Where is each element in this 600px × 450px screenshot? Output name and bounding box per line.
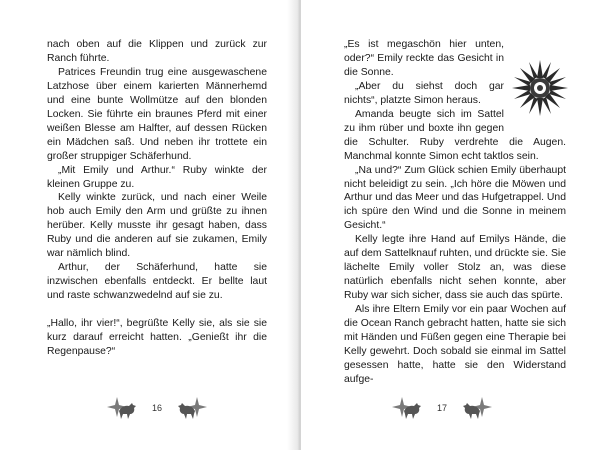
right-page-text <box>344 38 566 387</box>
right-page <box>301 0 600 450</box>
horse-star-ornament-icon <box>107 395 141 421</box>
paragraph: Kelly legte ihre Hand auf Emilys Hände, die auf dem Sattelknauf ruhten, und drückte sie. Sie lächelte Emily voller Stolz an, was diese natürlich ebenfalls nicht sehen konnte, aber Ruby war sich sicher, dass sie auch das spürte. <box>344 234 566 302</box>
page-number: 17 <box>436 403 447 413</box>
paragraph: „Mit Emily und Arthur.“ Ruby winkte der kleinen Gruppe zu. <box>47 164 267 190</box>
right-folio <box>382 392 502 424</box>
horse-star-ornament-icon <box>173 395 207 421</box>
sun-ornament-icon <box>510 52 570 124</box>
horse-star-ornament-icon <box>458 395 492 421</box>
paragraph: Kelly winkte zurück, und nach einer Weile hob auch Emily den Arm und grüßte zu ihnen herüber. Kelly musste ihr gesagt haben, dass Ruby und die anderen auf sie zukamen, Emily war nämlich blind. <box>47 192 267 260</box>
paragraph: „Na und?“ Zum Glück schien Emily überhaupt nicht beleidigt zu sein. „Ich höre die Möwen und Arthur und das Meer und das Hufgetrappel. Und ich spüre den Wind und die Sonne in meinem Gesicht.“ <box>344 164 566 232</box>
paragraph: Arthur, der Schäferhund, hatte sie inzwischen ebenfalls entdeckt. Er bellte laut und raste schwanzwedelnd auf sie zu. <box>47 262 267 302</box>
horse-star-ornament-icon <box>392 395 426 421</box>
paragraph: „Aber du siehst doch gar nichts“, platzte Simon heraus. <box>344 80 504 106</box>
paragraph: Amanda beugte sich im Sattel zu ihm rüber und boxte ihn gegen die Schulter. Ruby verdrehte die Augen. Manchmal konnte Simon echt taktlos sein. <box>344 108 566 162</box>
paragraph: nach oben auf die Klippen und zurück zur Ranch führte. <box>47 39 267 64</box>
left-page-text <box>47 38 267 359</box>
page-number: 16 <box>151 403 162 413</box>
paragraph: „Es ist megaschön hier unten, oder?“ Emily reckte das Gesicht in die Sonne. <box>344 39 504 78</box>
left-page <box>0 0 299 450</box>
paragraph: Als ihre Eltern Emily vor ein paar Wochen auf die Ocean Ranch gebracht hatten, hatte sie sich mit Händen und Füßen gegen eine Therapie bei Kelly gewehrt. Doch sobald sie einmal im Sattel gesessen hatte, hatte sie den Widerstand aufge- <box>344 304 566 385</box>
left-folio <box>97 392 217 424</box>
paragraph: „Hallo, ihr vier!“, begrüßte Kelly sie, als sie sie kurz darauf erreicht hatten. „Genießt ihr die Regenpause?“ <box>47 318 267 357</box>
paragraph: Patrices Freundin trug eine ausgewaschene Latzhose über einem karierten Männerhemd und eine bunte Wollmütze auf den blonden Locken. Sie führte ein braunes Pferd mit einer weißen Blesse am Halfter, auf dessen Rücken ein Mädchen saß. Und neben ihr trottete ein großer struppiger Schäferhund. <box>47 66 267 162</box>
